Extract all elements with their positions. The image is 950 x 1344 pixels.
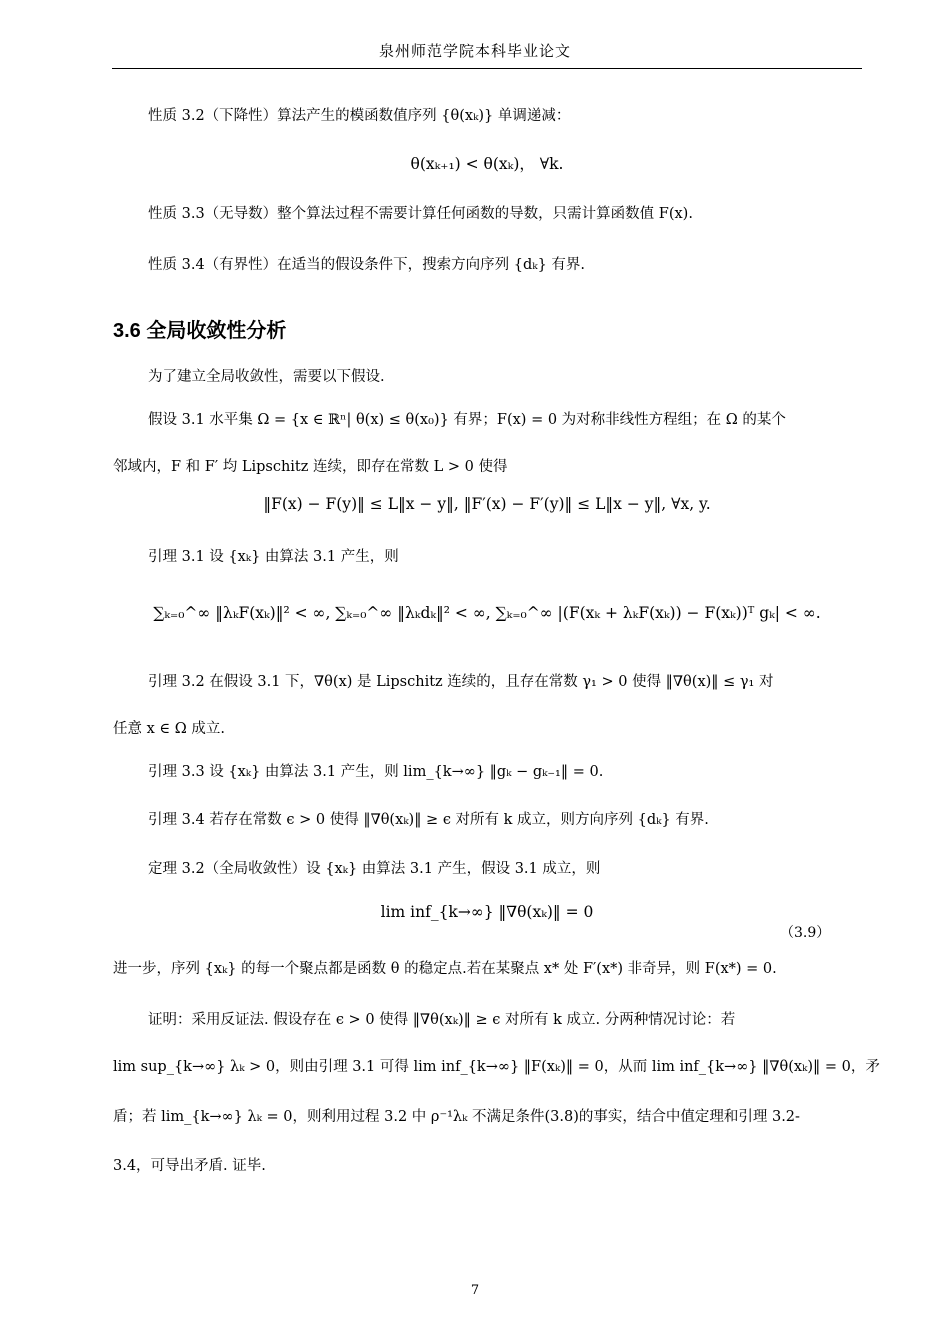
proof-line1: 证明：采用反证法. 假设存在 ϵ > 0 使得 ‖∇θ(xₖ)‖ ≥ ϵ 对所有 k 成立. 分两种情况讨论：若 xyxy=(148,1012,736,1028)
lemma-3-1: 引理 3.1 设 {xₖ} 由算法 3.1 产生，则 xyxy=(148,549,399,565)
property-3-3: 性质 3.3（无导数）整个算法过程不需要计算任何函数的导数，只需计算函数值 F(x). xyxy=(148,206,693,222)
proof-line4: 3.4，可导出矛盾. 证毕. xyxy=(113,1158,266,1174)
equation-theorem-3-2: lim inf_{k→∞} ‖∇θ(xₖ)‖ = 0 xyxy=(380,903,594,921)
proof-line2: lim sup_{k→∞} λₖ > 0，则由引理 3.1 可得 lim inf_{k→∞} ‖F(xₖ)‖ = 0，从而 lim inf_{k→∞} ‖∇θ(xₖ)‖ = 0，矛 xyxy=(113,1059,880,1075)
lemma-3-2-line2: 任意 x ∈ Ω 成立. xyxy=(113,721,225,737)
property-3-4: 性质 3.4（有界性）在适当的假设条件下，搜索方向序列 {dₖ} 有界. xyxy=(148,257,586,273)
equation-number: （3.9） xyxy=(780,925,831,941)
section-title: 3.6 全局收敛性分析 xyxy=(113,320,287,342)
lemma-3-4: 引理 3.4 若存在常数 ϵ > 0 使得 ‖∇θ(xₖ)‖ ≥ ϵ 对所有 k 成立，则方向序列 {dₖ} 有界. xyxy=(148,812,709,828)
assumption-3-1-line1: 假设 3.1 水平集 Ω = {x ∈ ℝⁿ| θ(x) ≤ θ(x₀)} 有界；F(x) = 0 为对称非线性方程组；在 Ω 的某个 xyxy=(148,412,786,428)
header-rule xyxy=(112,68,862,69)
theorem-3-2-continuation: 进一步，序列 {xₖ} 的每一个聚点都是函数 θ 的稳定点.若在某聚点 x* 处 F′(x*) 非奇异，则 F(x*) = 0. xyxy=(113,961,777,977)
equation-lipschitz: ‖F(x) − F(y)‖ ≤ L‖x − y‖, ‖F′(x) − F′(y)‖ ≤ L‖x − y‖, ∀x, y. xyxy=(263,495,711,513)
lemma-3-3: 引理 3.3 设 {xₖ} 由算法 3.1 产生，则 lim_{k→∞} ‖gₖ − gₖ₋₁‖ = 0. xyxy=(148,764,604,780)
equation-lemma-3-1: ∑ₖ₌₀^∞ ‖λₖF(xₖ)‖² < ∞, ∑ₖ₌₀^∞ ‖λₖdₖ‖² < ∞, ∑ₖ₌₀^∞ |(F(xₖ + λₖF(xₖ)) − F(xₖ))ᵀ gₖ| < ∞. xyxy=(153,604,821,622)
page-header: 泉州师范学院本科毕业论文 xyxy=(378,42,571,60)
proof-line3: 盾；若 lim_{k→∞} λₖ = 0，则利用过程 3.2 中 ρ⁻¹λₖ 不满足条件(3.8)的事实，结合中值定理和引理 3.2- xyxy=(113,1109,800,1125)
assumption-3-1-line2: 邻域内，F 和 F′ 均 Lipschitz 连续，即存在常数 L > 0 使得 xyxy=(113,459,508,475)
property-3-2: 性质 3.2（下降性）算法产生的模函数值序列 {θ(xₖ)} 单调递减： xyxy=(148,108,571,124)
page-number: 7 xyxy=(470,1283,480,1298)
lemma-3-2-line1: 引理 3.2 在假设 3.1 下，∇θ(x) 是 Lipschitz 连续的，且存在常数 γ₁ > 0 使得 ‖∇θ(x)‖ ≤ γ₁ 对 xyxy=(148,674,774,690)
equation-property-3-2: θ(xₖ₊₁) < θ(xₖ)， ∀k. xyxy=(410,155,564,173)
assumption-intro: 为了建立全局收敛性，需要以下假设. xyxy=(148,369,385,385)
theorem-3-2: 定理 3.2（全局收敛性）设 {xₖ} 由算法 3.1 产生，假设 3.1 成立，则 xyxy=(148,861,601,877)
